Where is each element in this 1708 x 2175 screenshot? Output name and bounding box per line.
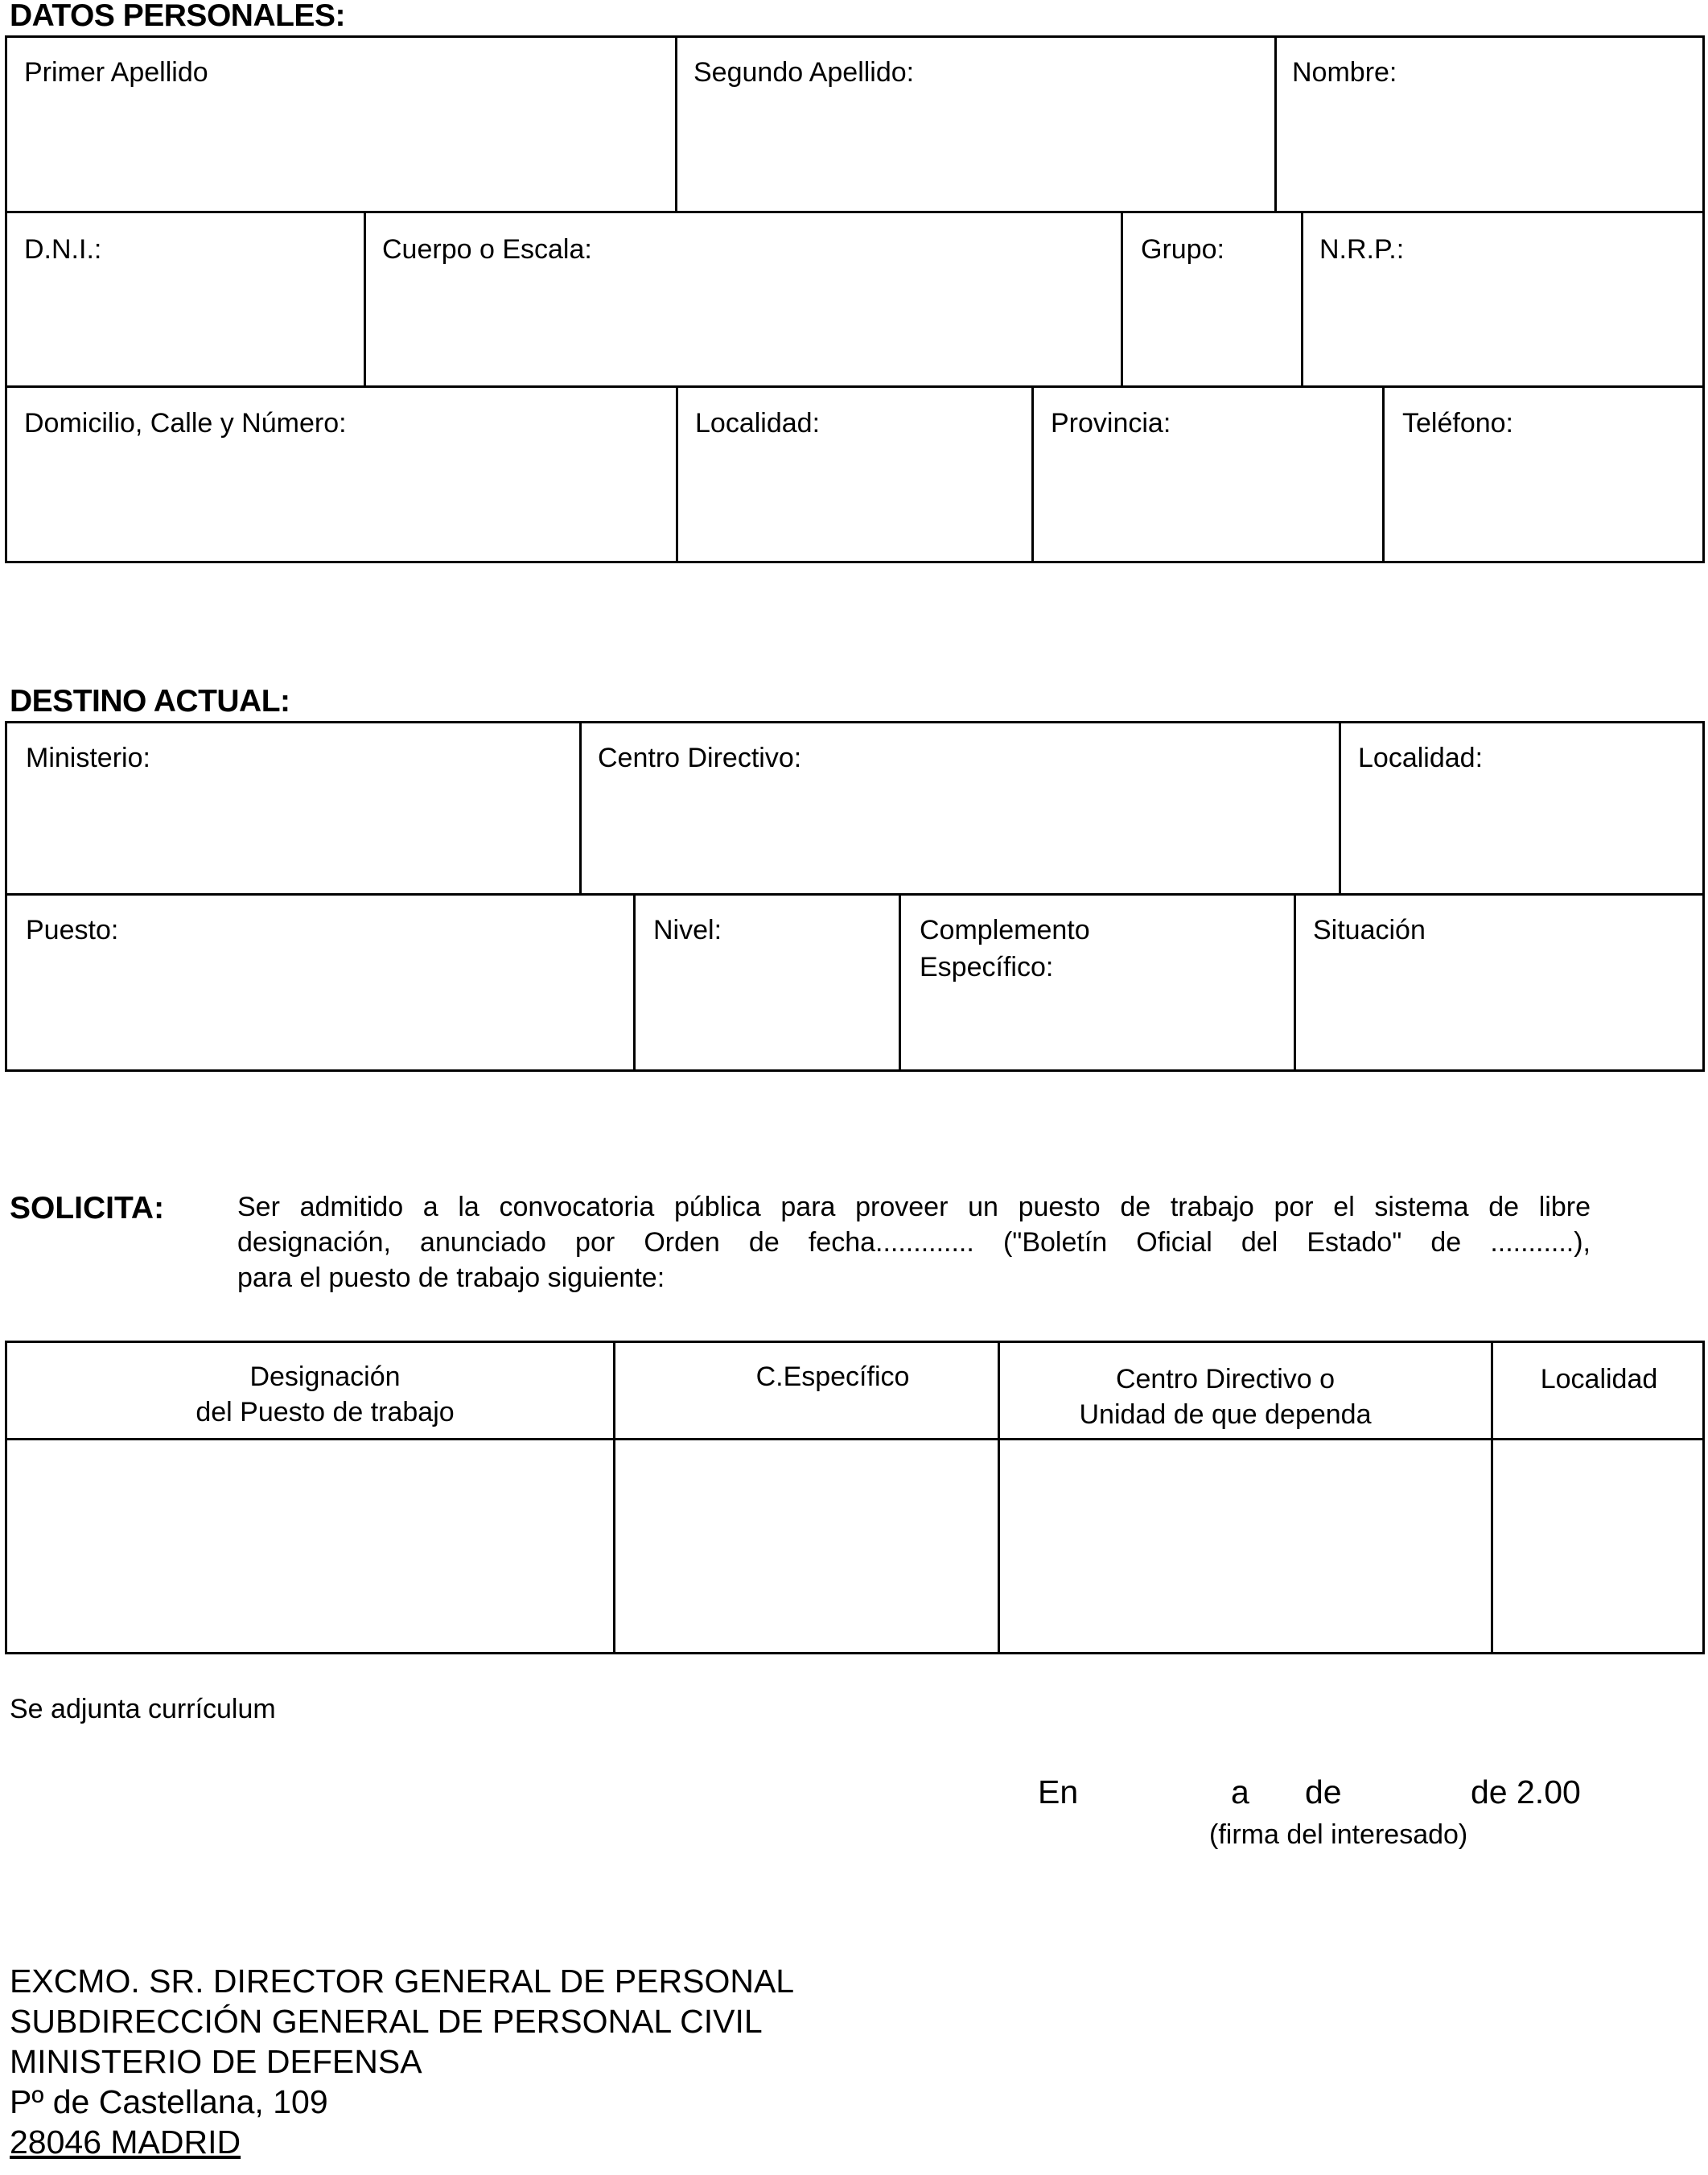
divider (5, 211, 1705, 213)
field-label-line: Complemento (920, 915, 1090, 945)
table-header-designacion (5, 1359, 645, 1430)
field-domicilio[interactable]: Domicilio, Calle y Número: (24, 408, 347, 439)
divider (579, 721, 582, 895)
field-dni[interactable]: D.N.I.: (24, 234, 102, 265)
divider (1294, 893, 1296, 1072)
address-line: Pº de Castellana, 109 (10, 2083, 328, 2120)
field-telefono[interactable]: Teléfono: (1402, 408, 1513, 439)
solicita-line: para el puesto de trabajo siguiente: (237, 1263, 665, 1293)
address-line: SUBDIRECCIÓN GENERAL DE PERSONAL CIVIL (10, 2003, 763, 2040)
address-line: EXCMO. SR. DIRECTOR GENERAL DE PERSONAL (10, 1963, 795, 2000)
table-header-c-especifico (615, 1359, 1050, 1394)
field-primer-apellido[interactable]: Primer Apellido (24, 57, 208, 88)
datos-personales-form (5, 35, 1705, 563)
solicita-line: Ser admitido a la convocatoria pública para proveer un puesto de trabajo por el sistema de libre (237, 1192, 1591, 1222)
divider (5, 893, 1705, 896)
divider (899, 893, 901, 1072)
signature-note: (firma del interesado) (1209, 1819, 1468, 1850)
field-grupo[interactable]: Grupo: (1141, 234, 1224, 265)
divider (1301, 211, 1303, 387)
field-label-line: Específico: (920, 951, 1054, 982)
solicita-line: designación, anunciado por Orden de fecha............. ("Boletín Oficial del Estado" de ...........), (237, 1227, 1591, 1258)
recipient-address (10, 1961, 794, 2162)
address-postal: 28046 MADRID (10, 2124, 241, 2161)
field-localidad-destino[interactable]: Localidad: (1358, 743, 1484, 773)
field-localidad[interactable]: Localidad: (695, 408, 821, 439)
solicita-label: SOLICITA: (10, 1191, 165, 1225)
divider (364, 211, 366, 387)
signature-de: de (1305, 1773, 1342, 1810)
field-puesto[interactable]: Puesto: (26, 915, 119, 945)
field-situacion[interactable]: Situación (1313, 915, 1426, 945)
section-title-datos-personales: DATOS PERSONALES: (10, 0, 345, 33)
field-provincia[interactable]: Provincia: (1051, 408, 1171, 439)
field-segundo-apellido[interactable]: Segundo Apellido: (693, 57, 915, 88)
header-line: del Puesto de trabajo (195, 1397, 455, 1427)
divider (676, 385, 678, 563)
signature-de-year: de 2.00 (1471, 1773, 1581, 1810)
divider (1121, 211, 1123, 387)
divider (675, 35, 677, 212)
table-header-localidad (1493, 1361, 1705, 1397)
field-ministerio[interactable]: Ministerio: (26, 743, 150, 773)
attachment-note: Se adjunta currículum (10, 1694, 276, 1724)
address-line: MINISTERIO DE DEFENSA (10, 2043, 422, 2080)
divider (1339, 721, 1341, 895)
solicita-text (237, 1189, 1591, 1296)
divider (5, 385, 1705, 388)
signature-en: En (1038, 1773, 1079, 1810)
field-nrp[interactable]: N.R.P.: (1319, 234, 1405, 265)
header-line: Localidad (1540, 1364, 1658, 1394)
divider (1274, 35, 1277, 212)
divider (1382, 385, 1385, 563)
signature-a: a (1231, 1773, 1249, 1810)
field-cuerpo-escala[interactable]: Cuerpo o Escala: (382, 234, 592, 265)
field-nivel[interactable]: Nivel: (653, 915, 722, 945)
header-line: Designación (249, 1361, 401, 1392)
divider (633, 893, 636, 1072)
header-line: C.Específico (755, 1361, 910, 1392)
field-nombre[interactable]: Nombre: (1292, 57, 1397, 88)
table-header-centro-directivo (1000, 1361, 1451, 1432)
header-line: Unidad de que dependa (1079, 1399, 1372, 1430)
divider (1031, 385, 1034, 563)
header-line: Centro Directivo o (1115, 1364, 1336, 1394)
table-row-empty[interactable] (7, 1440, 1702, 1652)
field-complemento-especifico[interactable] (920, 912, 1090, 987)
field-centro-directivo[interactable]: Centro Directivo: (598, 743, 802, 773)
section-title-destino-actual: DESTINO ACTUAL: (10, 684, 290, 719)
